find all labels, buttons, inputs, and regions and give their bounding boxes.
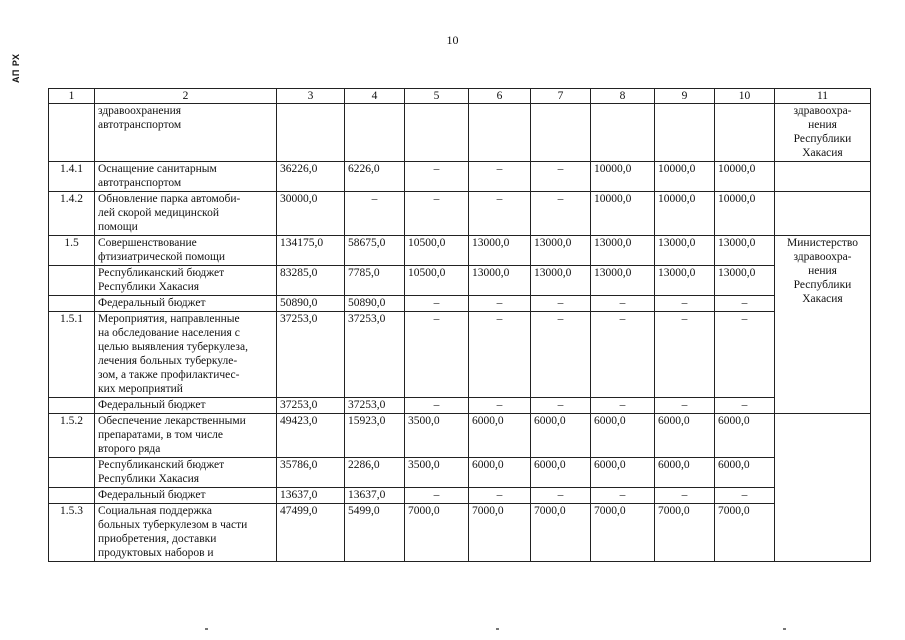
row-name: Совершенствование фтизиатрической помощи [95, 236, 277, 266]
value-cell: 6000,0 [655, 414, 715, 458]
value-cell: – [655, 488, 715, 504]
column-header: 6 [469, 89, 531, 104]
row-name: Обновление парка автомоби- лей скорой медицинской помощи [95, 192, 277, 236]
value-cell: 13000,0 [591, 266, 655, 296]
value-cell: 13637,0 [277, 488, 345, 504]
row-code [49, 104, 95, 162]
table-row [49, 458, 871, 488]
value-cell: – [715, 296, 775, 312]
table-row [49, 266, 871, 296]
value-cell: 13000,0 [715, 236, 775, 266]
column-header: 11 [775, 89, 871, 104]
value-cell: – [655, 398, 715, 414]
value-cell: 35786,0 [277, 458, 345, 488]
value-cell [345, 104, 405, 162]
table-row [49, 488, 871, 504]
value-cell: – [531, 162, 591, 192]
table-row [49, 296, 871, 312]
row-code: 1.5.1 [49, 312, 95, 398]
value-cell: 37253,0 [345, 398, 405, 414]
value-cell: 6000,0 [469, 458, 531, 488]
value-cell: 13000,0 [531, 266, 591, 296]
value-cell [655, 104, 715, 162]
value-cell: 30000,0 [277, 192, 345, 236]
value-cell: – [655, 312, 715, 398]
value-cell: 10000,0 [715, 192, 775, 236]
table-row [49, 398, 871, 414]
value-cell: – [469, 296, 531, 312]
value-cell [405, 104, 469, 162]
value-cell: 6226,0 [345, 162, 405, 192]
row-code [49, 488, 95, 504]
scan-mark [496, 628, 499, 630]
scan-mark [783, 628, 786, 630]
value-cell: 10500,0 [405, 236, 469, 266]
row-name: Федеральный бюджет [95, 296, 277, 312]
row-code [49, 458, 95, 488]
value-cell: – [591, 488, 655, 504]
value-cell: 37253,0 [345, 312, 405, 398]
value-cell: – [715, 398, 775, 414]
value-cell: – [469, 192, 531, 236]
row-name: Обеспечение лекарственными препаратами, в том числе второго ряда [95, 414, 277, 458]
column-header: 3 [277, 89, 345, 104]
value-cell: – [405, 296, 469, 312]
value-cell: 13000,0 [655, 236, 715, 266]
value-cell: 10000,0 [591, 162, 655, 192]
row-name: Федеральный бюджет [95, 488, 277, 504]
responsible-executor [775, 162, 871, 192]
value-cell: 13000,0 [591, 236, 655, 266]
value-cell: – [591, 296, 655, 312]
table-row [49, 312, 871, 398]
value-cell: 7000,0 [531, 504, 591, 562]
row-code: 1.4.1 [49, 162, 95, 192]
value-cell: 13637,0 [345, 488, 405, 504]
value-cell: – [591, 312, 655, 398]
side-label: АП РХ [11, 53, 21, 83]
value-cell: 7785,0 [345, 266, 405, 296]
value-cell: – [405, 162, 469, 192]
value-cell: 13000,0 [469, 236, 531, 266]
row-code [49, 296, 95, 312]
table-row [49, 104, 871, 162]
value-cell: 37253,0 [277, 312, 345, 398]
value-cell: 10000,0 [715, 162, 775, 192]
value-cell: – [531, 398, 591, 414]
value-cell: 7000,0 [591, 504, 655, 562]
value-cell: – [405, 312, 469, 398]
value-cell: 6000,0 [591, 414, 655, 458]
value-cell: – [469, 398, 531, 414]
value-cell: 3500,0 [405, 458, 469, 488]
column-header: 7 [531, 89, 591, 104]
value-cell: 6000,0 [655, 458, 715, 488]
responsible-executor: здравоохра- нения Республики Хакасия [775, 104, 871, 162]
value-cell: 6000,0 [469, 414, 531, 458]
column-header: 10 [715, 89, 775, 104]
value-cell: – [469, 162, 531, 192]
value-cell: 10000,0 [591, 192, 655, 236]
row-code: 1.5 [49, 236, 95, 266]
column-header: 4 [345, 89, 405, 104]
value-cell: 6000,0 [715, 458, 775, 488]
responsible-executor [775, 192, 871, 236]
value-cell: 13000,0 [531, 236, 591, 266]
row-name: Оснащение санитарным автотранспортом [95, 162, 277, 192]
responsible-executor: Министерство здравоохра- нения Республики Хакасия [775, 236, 871, 414]
value-cell: 49423,0 [277, 414, 345, 458]
value-cell: 13000,0 [469, 266, 531, 296]
value-cell: 2286,0 [345, 458, 405, 488]
value-cell: – [531, 296, 591, 312]
row-code [49, 398, 95, 414]
table-row [49, 504, 871, 562]
column-header: 9 [655, 89, 715, 104]
value-cell: – [405, 398, 469, 414]
value-cell: 13000,0 [655, 266, 715, 296]
value-cell: 10000,0 [655, 192, 715, 236]
value-cell: – [715, 312, 775, 398]
table-row [49, 192, 871, 236]
row-name: Федеральный бюджет [95, 398, 277, 414]
row-name: Республиканский бюджет Республики Хакасия [95, 266, 277, 296]
value-cell: 6000,0 [531, 414, 591, 458]
value-cell: – [531, 488, 591, 504]
row-name: Социальная поддержка больных туберкулезом в части приобретения, доставки продуктовых наборов и [95, 504, 277, 562]
responsible-executor [775, 414, 871, 562]
value-cell: – [531, 192, 591, 236]
value-cell: 36226,0 [277, 162, 345, 192]
value-cell: – [655, 296, 715, 312]
value-cell: 58675,0 [345, 236, 405, 266]
budget-table [48, 88, 871, 562]
value-cell: 7000,0 [469, 504, 531, 562]
value-cell: 15923,0 [345, 414, 405, 458]
value-cell: – [469, 488, 531, 504]
value-cell: 7000,0 [715, 504, 775, 562]
value-cell: 7000,0 [405, 504, 469, 562]
value-cell: 3500,0 [405, 414, 469, 458]
row-code: 1.4.2 [49, 192, 95, 236]
row-name: Республиканский бюджет Республики Хакасия [95, 458, 277, 488]
value-cell: – [715, 488, 775, 504]
value-cell: – [469, 312, 531, 398]
value-cell: 13000,0 [715, 266, 775, 296]
value-cell: 7000,0 [655, 504, 715, 562]
value-cell: – [405, 192, 469, 236]
value-cell: – [531, 312, 591, 398]
column-header: 5 [405, 89, 469, 104]
column-header: 2 [95, 89, 277, 104]
value-cell: 10000,0 [655, 162, 715, 192]
row-code: 1.5.3 [49, 504, 95, 562]
table-row [49, 162, 871, 192]
column-header: 1 [49, 89, 95, 104]
value-cell: 83285,0 [277, 266, 345, 296]
value-cell: 47499,0 [277, 504, 345, 562]
value-cell [469, 104, 531, 162]
row-code: 1.5.2 [49, 414, 95, 458]
row-name: здравоохранения автотранспортом [95, 104, 277, 162]
value-cell [591, 104, 655, 162]
value-cell: 6000,0 [591, 458, 655, 488]
row-code [49, 266, 95, 296]
value-cell: 37253,0 [277, 398, 345, 414]
table-row [49, 414, 871, 458]
value-cell: 10500,0 [405, 266, 469, 296]
value-cell [715, 104, 775, 162]
row-name: Мероприятия, направленные на обследование населения с целью выявления туберкулеза, лечения больных туберкуле- зом, а также профилактичес- ких мероприятий [95, 312, 277, 398]
value-cell: – [405, 488, 469, 504]
value-cell [277, 104, 345, 162]
header-row [49, 89, 871, 104]
value-cell [531, 104, 591, 162]
value-cell: 50890,0 [277, 296, 345, 312]
table-row [49, 236, 871, 266]
page-number: 10 [446, 33, 459, 47]
value-cell: 6000,0 [531, 458, 591, 488]
scan-mark [205, 628, 208, 630]
value-cell: 5499,0 [345, 504, 405, 562]
column-header: 8 [591, 89, 655, 104]
value-cell: 50890,0 [345, 296, 405, 312]
value-cell: – [591, 398, 655, 414]
value-cell: 134175,0 [277, 236, 345, 266]
value-cell: – [345, 192, 405, 236]
value-cell: 6000,0 [715, 414, 775, 458]
